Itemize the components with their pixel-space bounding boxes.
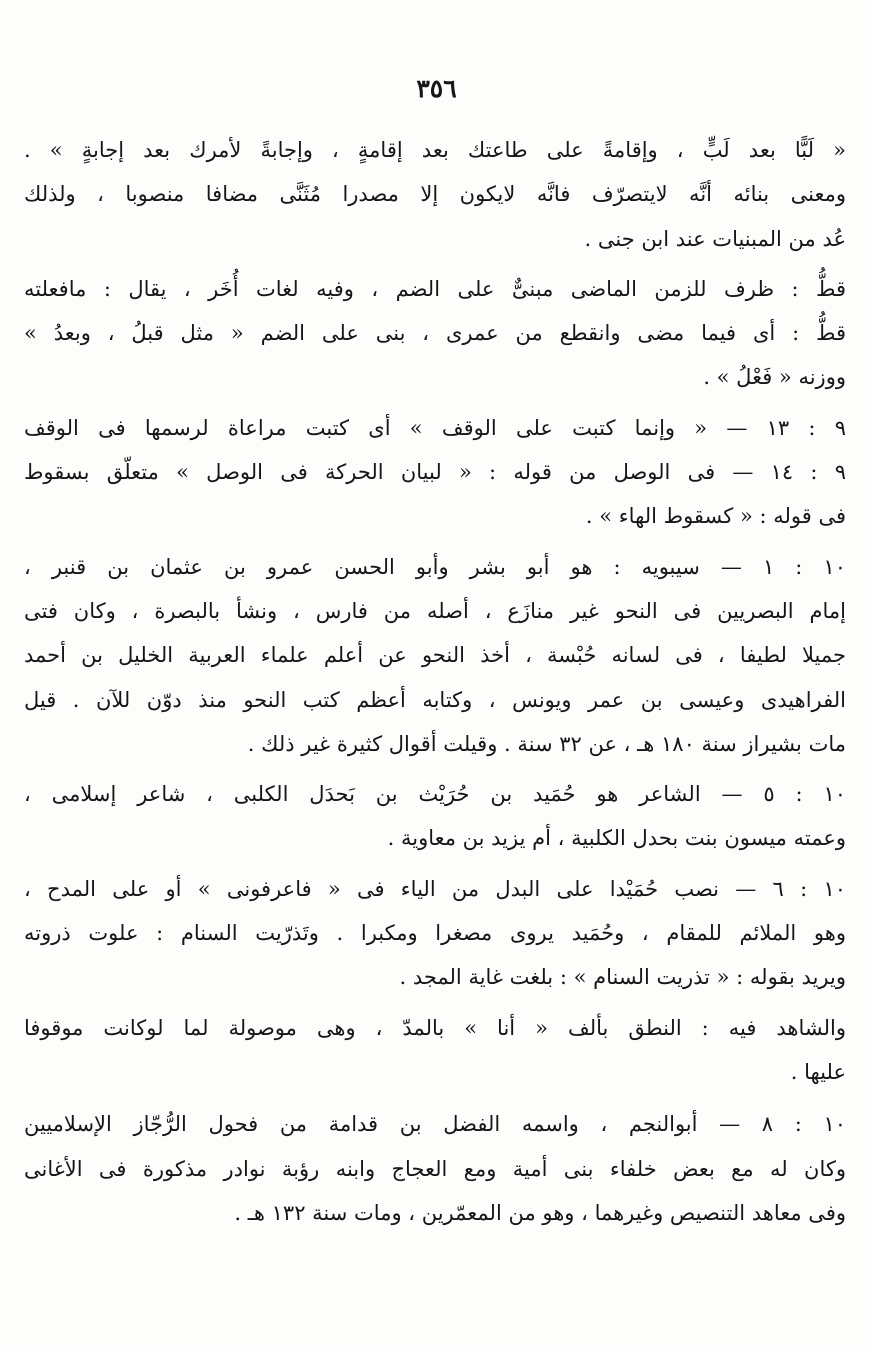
text-line: ١٠ : ١ — سيبويه : هو أبو بشر وأبو الحسن عمرو بن عثمان بن قنبر ، bbox=[24, 554, 846, 579]
text-line: ومعنى بنائه أنَّه لايتصرّف فانَّه لايكون إلا مصدرا مُثَنَّى مضافا منصوبا ، ولذلك bbox=[24, 182, 846, 207]
text-line: ويريد بقوله : « تذريت السنام » : بلغت غاية المجد . bbox=[399, 965, 846, 990]
text-line: « لَبًّا بعد لَبٍّ ، وإقامةً على طاعتك بعد إقامةٍ ، وإجابةً لأمرك بعد إجابةٍ » . bbox=[24, 138, 846, 162]
text-line: قطُّ : أى فيما مضى وانقطع من عمرى ، بنى على الضم « مثل قبلُ ، وبعدُ » bbox=[24, 321, 846, 346]
text-line: ٩ : ١٣ — « وإنما كتبت على الوقف » أى كتبت مراعاة لرسمها فى الوقف bbox=[24, 415, 846, 440]
text-line: جميلا لطيفا ، فى لسانه حُبْسة ، أخذ النحو عن أعلم علماء العربية الخليل بن أحمد bbox=[24, 643, 846, 668]
text-line: عليها . bbox=[790, 1059, 846, 1084]
text-line: عُد من المبنيات عند ابن جنى . bbox=[584, 226, 846, 251]
text-line: إمام البصريين فى النحو غير منازَع ، أصله من فارس ، ونشأ بالبصرة ، وكان فتى bbox=[24, 598, 846, 623]
text-line: الفراهيدى وعيسى بن عمر ويونس ، وكتابه أعظم كتب النحو منذ دوّن للآن . قيل bbox=[24, 687, 846, 712]
text-line: وهو الملائم للمقام ، وحُمَيد يروى مصغرا ومكبرا . وتَذرّيت السنام : علوت ذروته bbox=[24, 921, 846, 946]
text-line: مات بشيراز سنة ١٨٠ هـ ، عن ٣٢ سنة . وقيلت أقوال كثيرة غير ذلك . bbox=[247, 731, 846, 756]
text-line: وعمته ميسون بنت بحدل الكلبية ، أم يزيد بن معاوية . bbox=[387, 826, 846, 851]
text-line: ووزنه « فَعْلُ » . bbox=[703, 365, 846, 390]
text-line: ١٠ : ٦ — نصب حُمَيْدا على البدل من الياء فى « فاعرفونى » أو على المدح ، bbox=[24, 876, 846, 901]
text-line: وفى معاهد التنصيص وغيرهما ، وهو من المعمّرين ، ومات سنة ١٣٢ هـ . bbox=[234, 1200, 846, 1225]
text-line: ١٠ : ٥ — الشاعر هو حُمَيد بن حُرَيْث بن بَحدَل الكلبى ، شاعر إسلامى ، bbox=[24, 782, 846, 807]
page-number: ٣٥٦ bbox=[416, 74, 457, 103]
text-line: فى قوله : « كسقوط الهاء » . bbox=[585, 504, 846, 529]
text-line: والشاهد فيه : النطق بألف « أنا » بالمدّ ، وهى موصولة لما لوكانت موقوفا bbox=[24, 1015, 846, 1040]
text-line: وكان له مع بعض خلفاء بنى أمية ومع العجاج وابنه رؤبة نوادر مذكورة فى الأغانى bbox=[24, 1156, 846, 1181]
text-line: ١٠ : ٨ — أبوالنجم ، واسمه الفضل بن قدامة من فحول الرُّجّاز الإسلاميين bbox=[24, 1112, 846, 1137]
commentary-text bbox=[24, 128, 846, 1235]
text-line: قطُّ : ظرف للزمن الماضى مبنىٌّ على الضم ، وفيه لغات أُخَر ، يقال : مافعلته bbox=[24, 276, 846, 301]
text-line: ٩ : ١٤ — فى الوصل من قوله : « لبيان الحركة فى الوصل » متعلّق بسقوط bbox=[24, 460, 846, 485]
